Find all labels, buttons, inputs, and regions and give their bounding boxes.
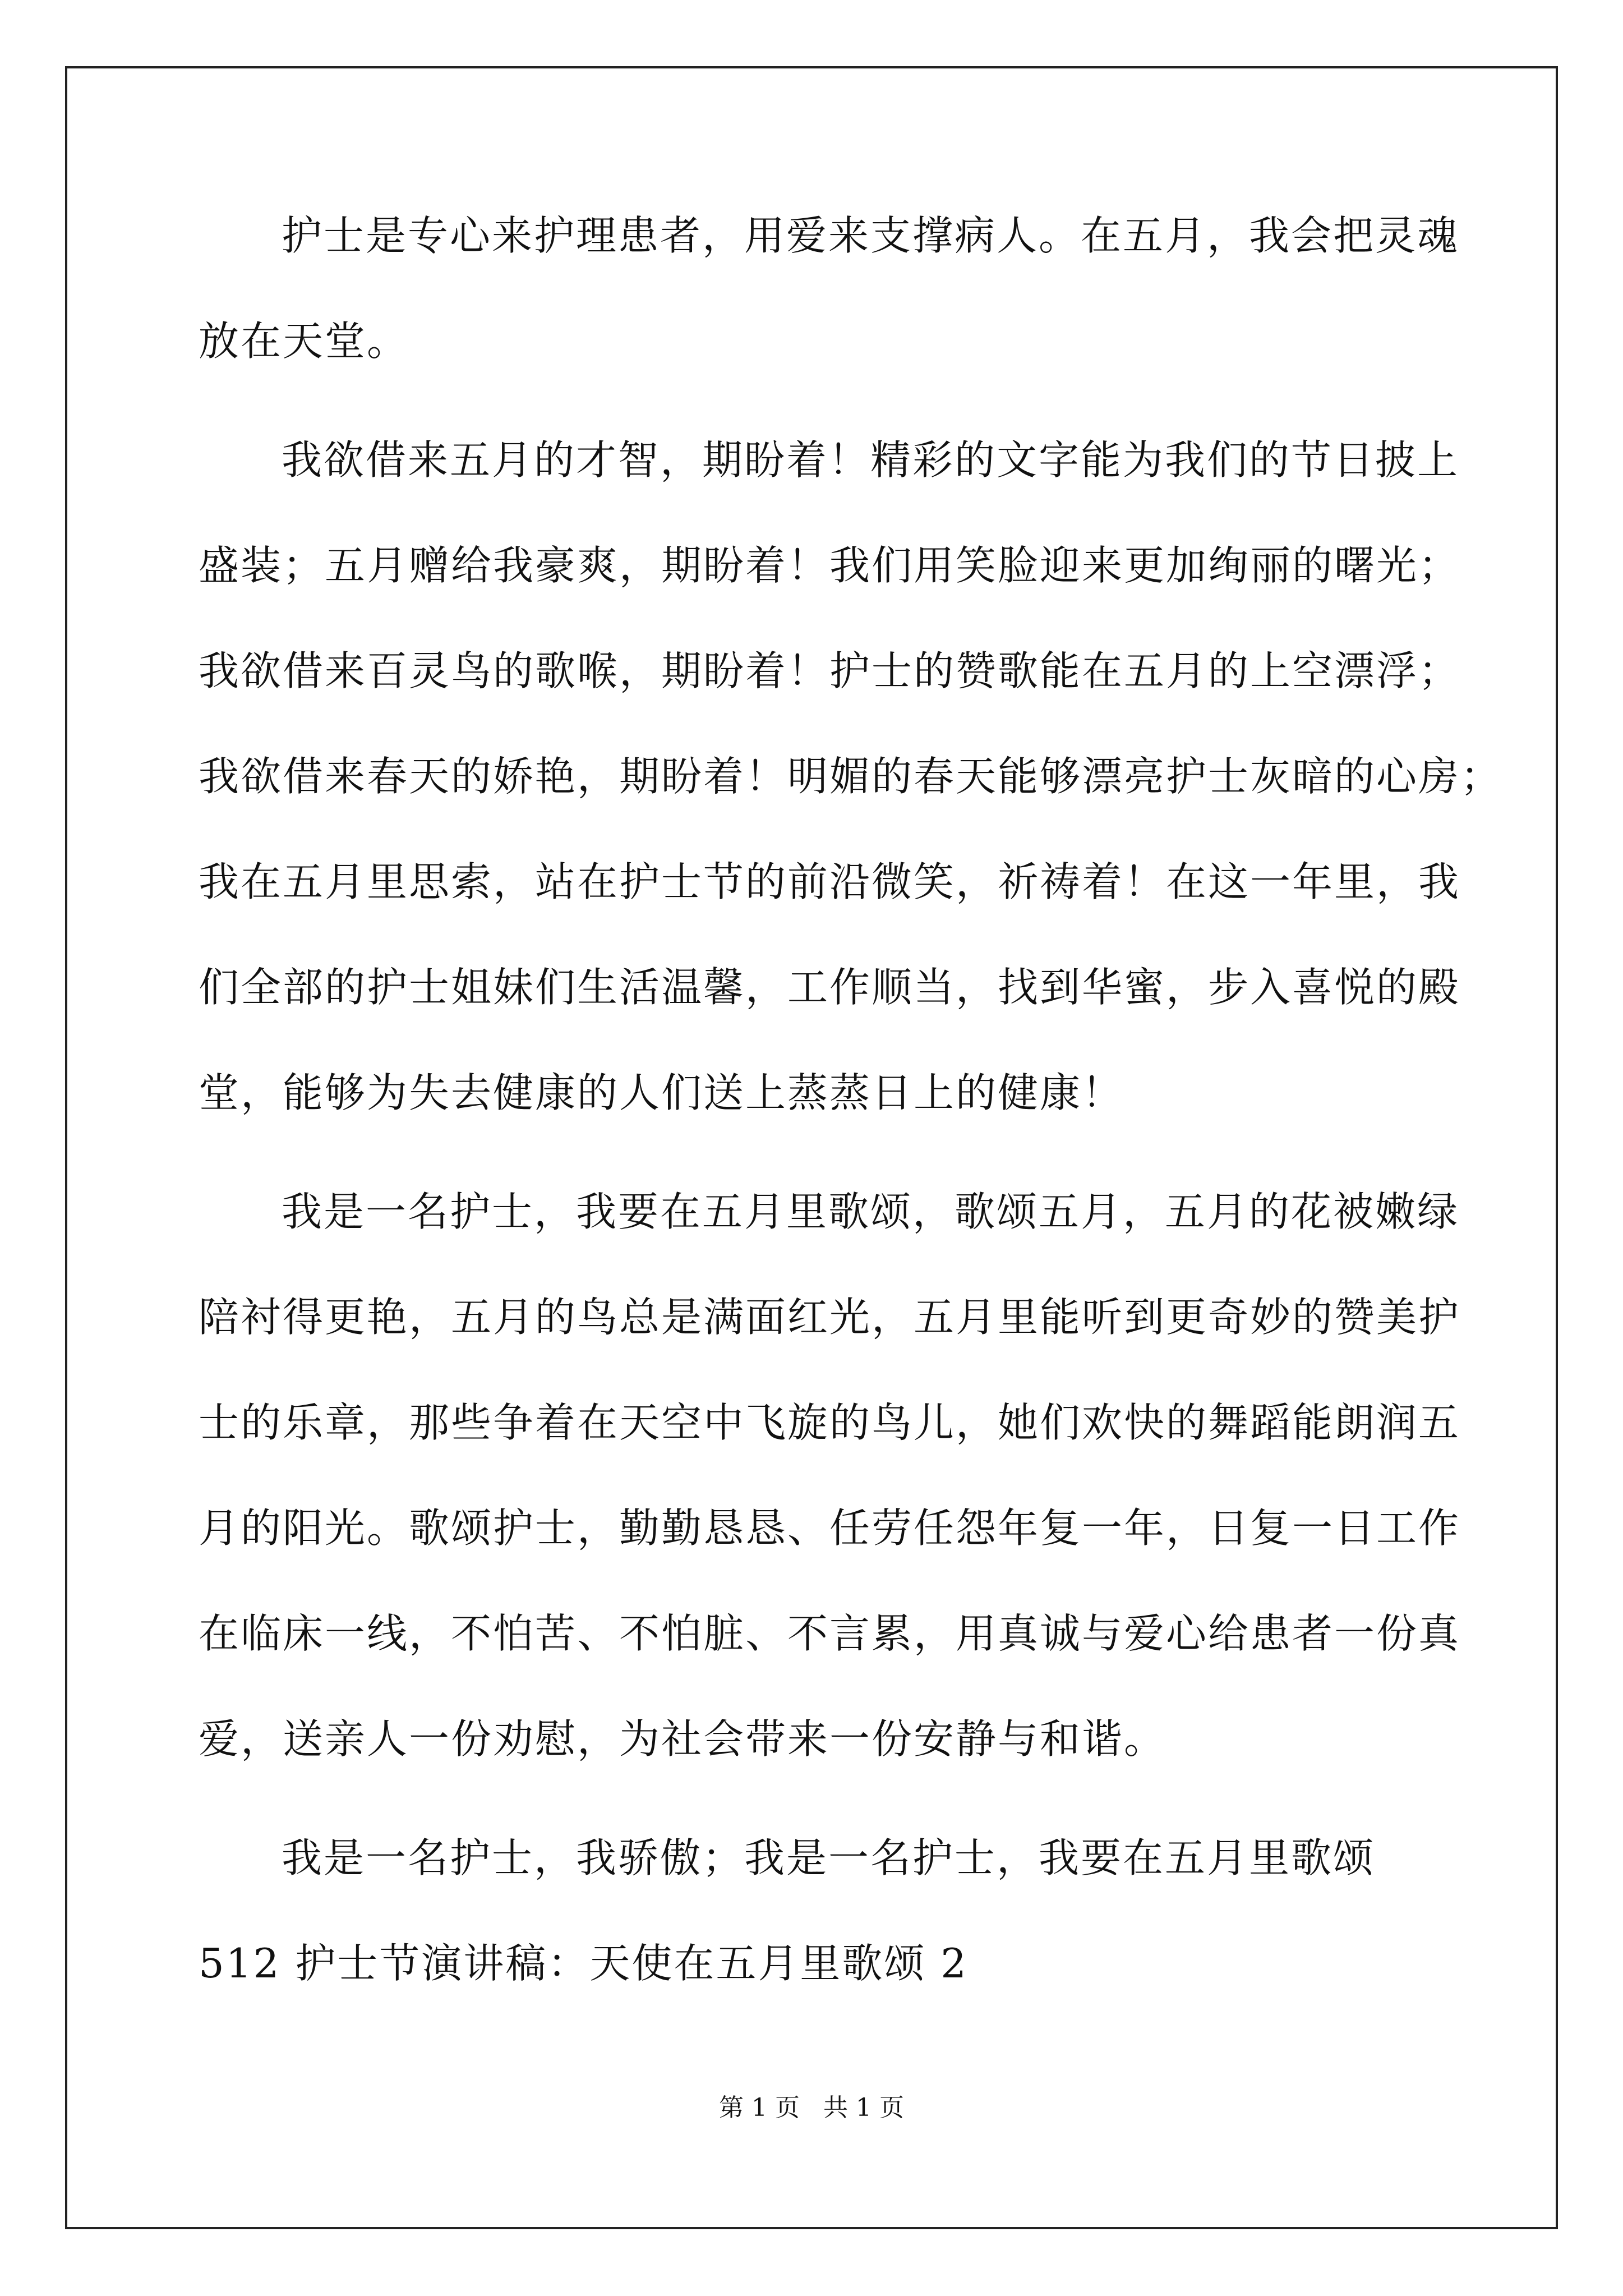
text-line: 士的乐章，那些争着在天空中飞旋的鸟儿，她们欢快的舞蹈能朗润五 [199,1399,1461,1446]
text-line: 护士是专心来护理患者，用爱来支撑病人。在五月，我会把灵魂 [282,212,1460,259]
text-line: 在临床一线，不怕苦、不怕脏、不言累，用真诚与爱心给患者一份真 [199,1610,1461,1657]
text-line: 月的阳光。歌颂护士，勤勤恳恳、任劳任怨年复一年，日复一日工作 [199,1504,1461,1552]
text-line: 我欲借来春天的娇艳，期盼着！明媚的春天能够漂亮护士灰暗的心房； [199,753,1503,800]
text-line: 陪衬得更艳，五月的鸟总是满面红光，五月里能听到更奇妙的赞美护 [199,1294,1461,1341]
text-line: 放在天堂。 [199,318,409,365]
page-number: 第 1 页 [719,2093,800,2122]
section-heading: 512 护士节演讲稿：天使在五月里歌颂 2 [199,1940,969,1987]
text-line: 我在五月里思索，站在护士节的前沿微笑，祈祷着！在这一年里，我 [199,858,1461,905]
page-border [65,66,1558,2229]
page-footer [0,2091,1623,2125]
text-line: 我是一名护士，我骄傲；我是一名护士，我要在五月里歌颂 [282,1834,1376,1881]
page-total: 共 1 页 [823,2093,904,2122]
text-line: 们全部的护士姐妹们生活温馨，工作顺当，找到华蜜，步入喜悦的殿 [199,964,1461,1011]
text-line: 爱，送亲人一份劝慰，为社会带来一份安静与和谐。 [199,1715,1166,1763]
text-line: 我欲借来五月的才智，期盼着！精彩的文字能为我们的节日披上 [282,436,1460,484]
text-line: 盛装；五月赠给我豪爽，期盼着！我们用笑脸迎来更加绚丽的曙光； [199,542,1461,589]
text-line: 堂，能够为失去健康的人们送上蒸蒸日上的健康！ [199,1069,1124,1116]
text-line: 我是一名护士，我要在五月里歌颂，歌颂五月，五月的花被嫩绿 [282,1188,1460,1235]
text-line: 我欲借来百灵鸟的歌喉，期盼着！护士的赞歌能在五月的上空漂浮； [199,647,1461,694]
